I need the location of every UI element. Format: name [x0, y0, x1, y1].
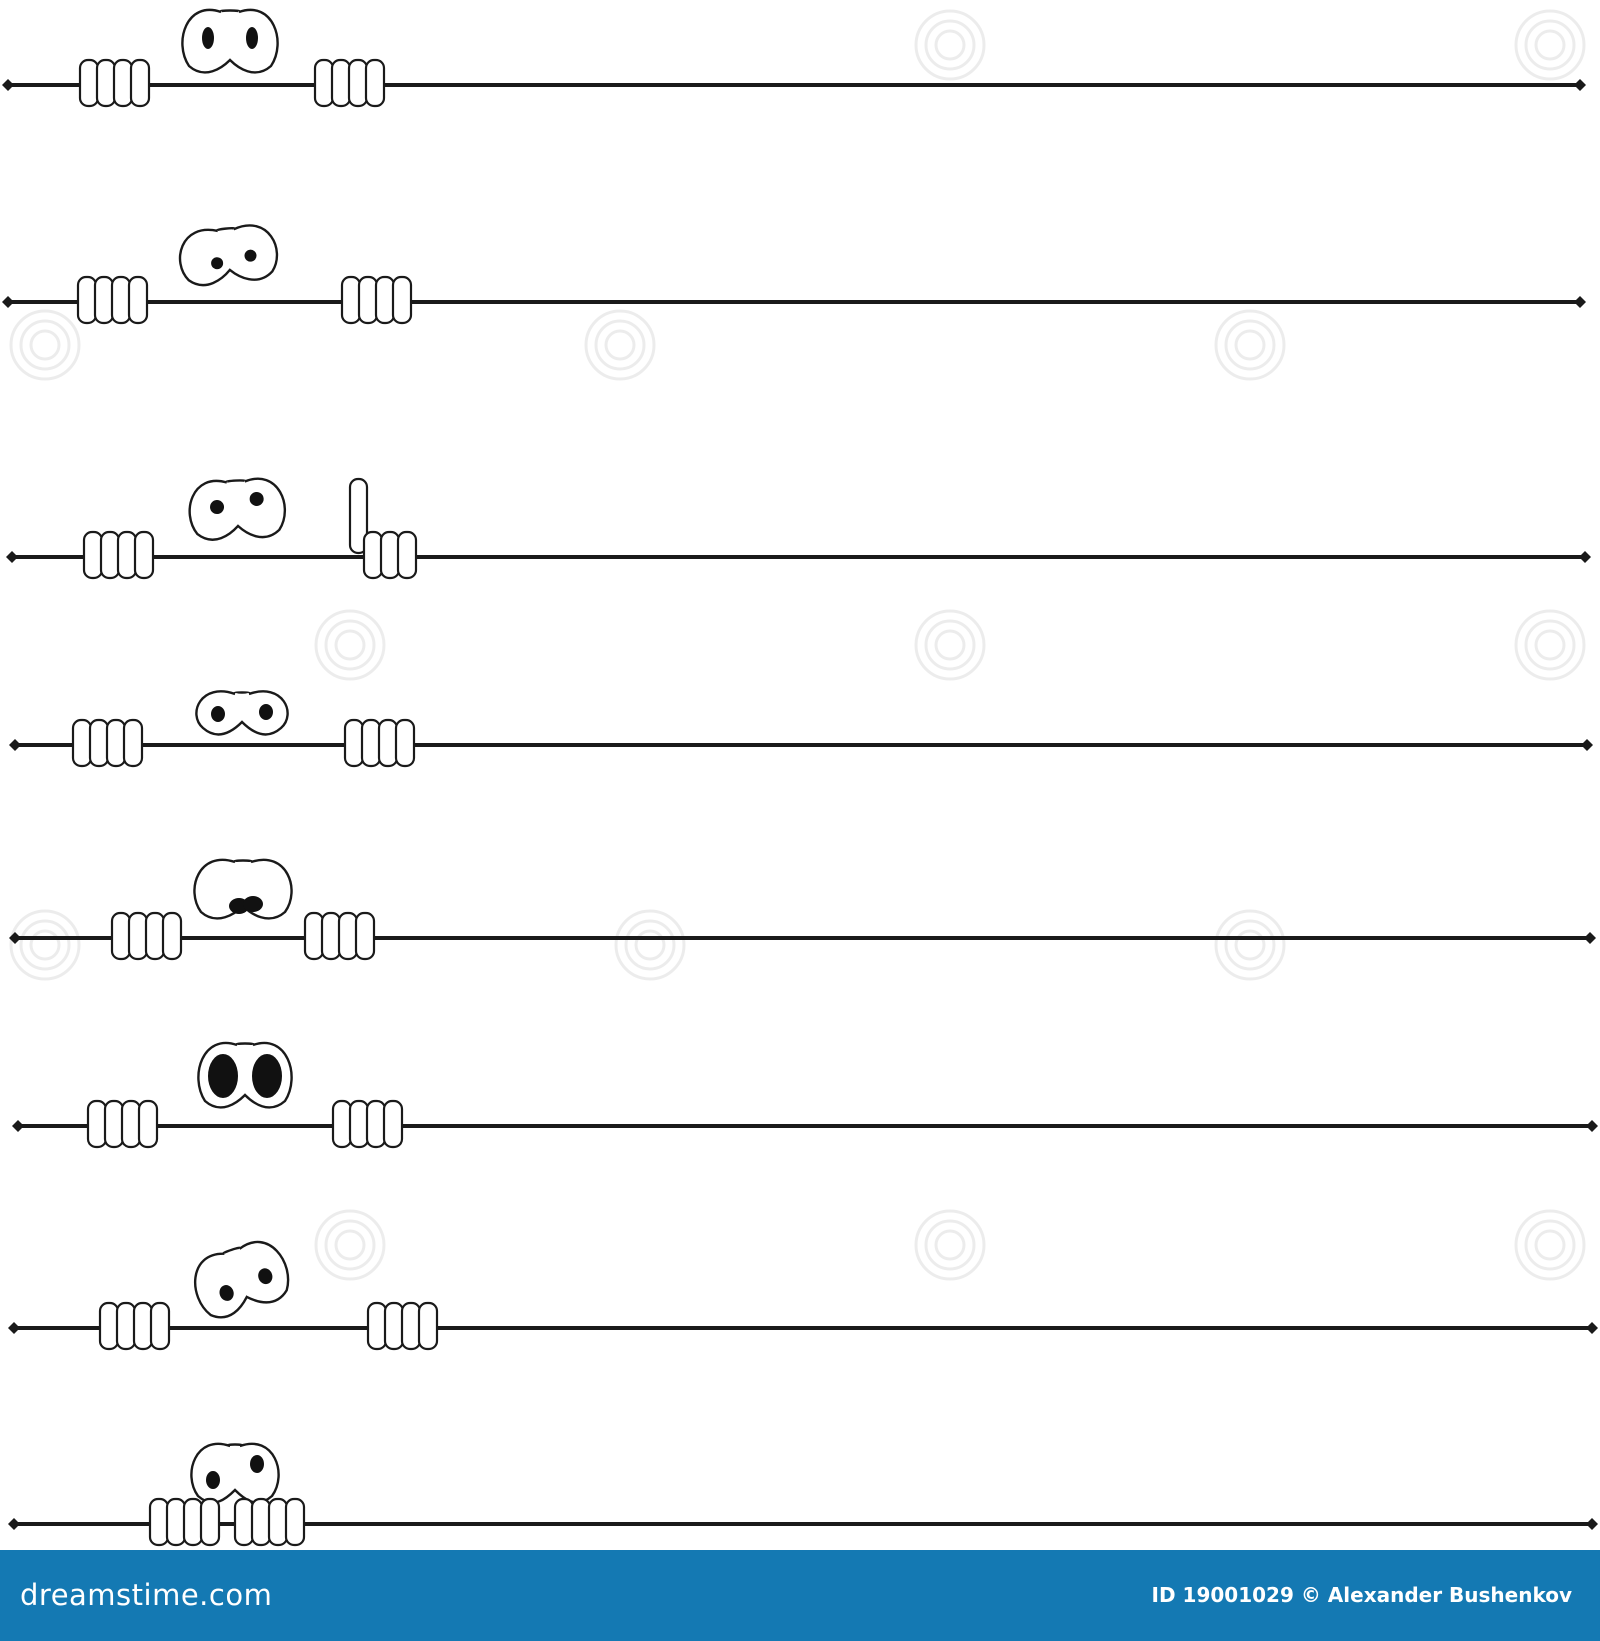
watermark-swirl-icon [916, 11, 984, 79]
finger [163, 913, 181, 959]
hand [315, 60, 384, 106]
hand [73, 720, 142, 766]
watermark-swirl-icon [1216, 911, 1284, 979]
watermark-swirl-icon [1216, 311, 1284, 379]
finger [393, 277, 411, 323]
finger [385, 1303, 403, 1349]
pupil [208, 1054, 238, 1098]
pupil [243, 896, 263, 912]
finger [118, 532, 136, 578]
hand [305, 913, 374, 959]
finger [339, 913, 357, 959]
hand [78, 277, 147, 323]
finger [139, 1101, 157, 1147]
finger [269, 1499, 287, 1545]
finger [201, 1499, 219, 1545]
finger [129, 277, 147, 323]
line-end-diamond [6, 551, 18, 563]
eye-outline [196, 691, 287, 734]
finger [100, 1303, 118, 1349]
finger [332, 60, 350, 106]
pupil [250, 1455, 264, 1473]
line-end-diamond [8, 1322, 20, 1334]
finger [396, 720, 414, 766]
finger [151, 1303, 169, 1349]
hand [342, 277, 411, 323]
line-end-diamond [12, 1120, 24, 1132]
finger [419, 1303, 437, 1349]
finger [364, 532, 382, 578]
hand-pointing [350, 479, 416, 578]
finger [286, 1499, 304, 1545]
hand [235, 1499, 304, 1545]
watermark-swirl-icon [1516, 611, 1584, 679]
finger [359, 277, 377, 323]
eyes [198, 1043, 291, 1108]
watermark-swirl-icon [916, 611, 984, 679]
watermark-swirl-icon [316, 1211, 384, 1279]
finger [235, 1499, 253, 1545]
hand [333, 1101, 402, 1147]
hand [84, 532, 153, 578]
watermark-swirl-icon [616, 911, 684, 979]
finger [350, 1101, 368, 1147]
hand [150, 1499, 219, 1545]
line-end-diamond [1581, 739, 1593, 751]
watermark-swirl-icon [11, 311, 79, 379]
eyes [182, 10, 277, 73]
finger [97, 60, 115, 106]
watermark-swirl-icon [11, 911, 79, 979]
finger [135, 532, 153, 578]
pupil [206, 1471, 220, 1489]
line-end-diamond [1574, 79, 1586, 91]
divider-row-4 [9, 691, 1593, 766]
finger [252, 1499, 270, 1545]
hand [100, 1303, 169, 1349]
finger [134, 1303, 152, 1349]
watermark-footer-bar [0, 1550, 1600, 1641]
eye-outline [177, 223, 279, 288]
finger [88, 1101, 106, 1147]
finger [107, 720, 125, 766]
hand [80, 60, 149, 106]
eye-outline [182, 10, 277, 73]
eyes [196, 691, 287, 734]
watermark-swirl-icon [916, 1211, 984, 1279]
finger [146, 913, 164, 959]
eyes [188, 477, 286, 541]
divider-row-8 [8, 1444, 1598, 1545]
finger [101, 532, 119, 578]
eyes [194, 860, 291, 919]
finger [362, 720, 380, 766]
finger [78, 277, 96, 323]
divider-row-2 [2, 223, 1586, 323]
line-end-diamond [1579, 551, 1591, 563]
pupil [259, 704, 273, 720]
finger [366, 60, 384, 106]
watermark-swirl-icon [1516, 1211, 1584, 1279]
finger [84, 532, 102, 578]
finger [379, 720, 397, 766]
finger [368, 1303, 386, 1349]
line-end-diamond [9, 739, 21, 751]
divider-row-6 [12, 1043, 1598, 1147]
eyes [177, 223, 279, 288]
hand [112, 913, 181, 959]
divider-row-1 [2, 10, 1586, 106]
finger [167, 1499, 185, 1545]
finger [122, 1101, 140, 1147]
finger [384, 1101, 402, 1147]
finger [95, 277, 113, 323]
hand [368, 1303, 437, 1349]
eye-outline [188, 477, 286, 541]
line-end-diamond [1586, 1120, 1598, 1132]
line-end-diamond [1574, 296, 1586, 308]
watermark-swirl-icon [1516, 11, 1584, 79]
finger [367, 1101, 385, 1147]
finger [80, 60, 98, 106]
image-credit: ID 19001029 © Alexander Bushenkov [1151, 1583, 1572, 1607]
eye-outline [191, 1444, 278, 1503]
hand [88, 1101, 157, 1147]
finger [349, 60, 367, 106]
divider-row-5 [9, 860, 1596, 959]
finger [131, 60, 149, 106]
finger [315, 60, 333, 106]
finger [114, 60, 132, 106]
finger [398, 532, 416, 578]
line-end-diamond [2, 296, 14, 308]
line-end-diamond [1586, 1518, 1598, 1530]
finger [90, 720, 108, 766]
hand [345, 720, 414, 766]
finger [381, 532, 399, 578]
pupil [211, 706, 225, 722]
divider-row-3 [6, 477, 1591, 578]
pupil [246, 27, 258, 49]
finger [342, 277, 360, 323]
pupil [202, 27, 214, 49]
finger [376, 277, 394, 323]
finger [305, 913, 323, 959]
pupil [252, 1054, 282, 1098]
finger [105, 1101, 123, 1147]
finger [356, 913, 374, 959]
eye-outline [187, 1235, 295, 1323]
eyes [187, 1235, 295, 1323]
finger [333, 1101, 351, 1147]
dreamstime-logo: dreamstime.com [20, 1578, 273, 1612]
finger [129, 913, 147, 959]
finger [184, 1499, 202, 1545]
finger [124, 720, 142, 766]
finger [112, 913, 130, 959]
line-end-diamond [8, 1518, 20, 1530]
watermark-swirl-icon [316, 611, 384, 679]
finger [73, 720, 91, 766]
finger [150, 1499, 168, 1545]
finger [345, 720, 363, 766]
finger [117, 1303, 135, 1349]
finger [112, 277, 130, 323]
line-end-diamond [1586, 1322, 1598, 1334]
finger [402, 1303, 420, 1349]
line-end-diamond [1584, 932, 1596, 944]
watermark-swirl-icon [586, 311, 654, 379]
line-end-diamond [2, 79, 14, 91]
finger [322, 913, 340, 959]
eyes [191, 1444, 278, 1503]
divider-row-7 [8, 1235, 1598, 1349]
